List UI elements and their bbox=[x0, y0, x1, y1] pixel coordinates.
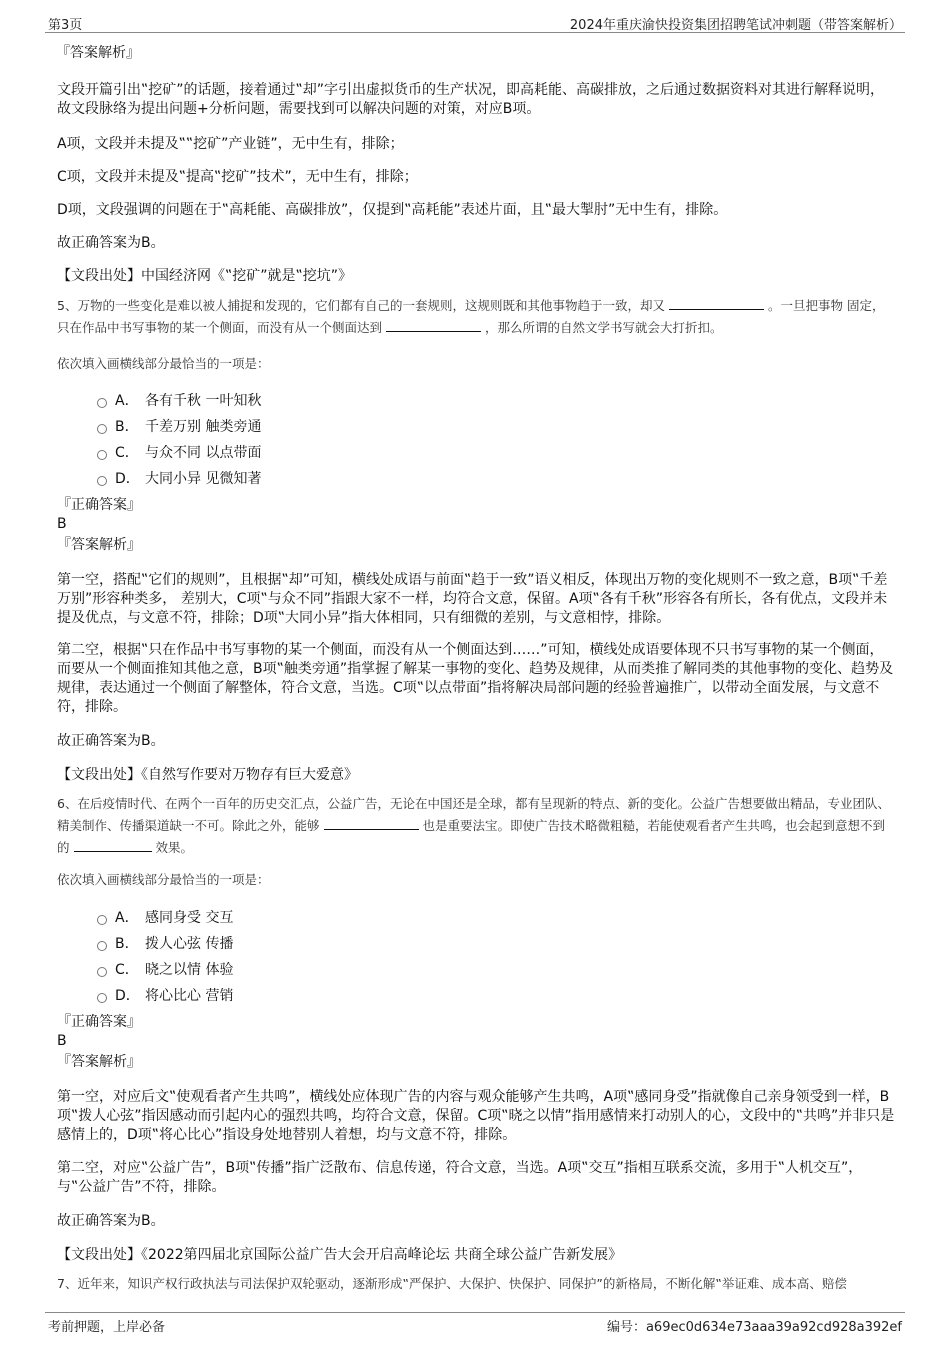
q5-source: 【文段出处】《自然写作要对万物存有巨大爱意》 bbox=[57, 767, 358, 783]
q6-answer: B bbox=[57, 1033, 67, 1049]
q6-option-c[interactable]: C． 晓之以情 体验 bbox=[97, 957, 895, 983]
q5-conclusion: 故正确答案为B。 bbox=[57, 733, 165, 749]
q4-option-a-analysis: A项，文段并未提及‟‟挖矿”产业链”，无中生有，排除； bbox=[57, 136, 404, 152]
q4-analysis-para: 文段开篇引出‟挖矿”的话题，接着通过‟却”字引出虚拟货币的生产状况，即高耗能、高碳排放，之后通过数据资料对其进行解释说明，故文段脉络为提出问题+分析问题，需要找到可以解决问题的对策，对应B项。 bbox=[57, 82, 885, 117]
q5-option-a[interactable]: A． 各有千秋 一叶知秋 bbox=[97, 388, 895, 414]
radio-icon[interactable] bbox=[97, 424, 107, 434]
q5-blank-1 bbox=[669, 297, 764, 310]
q4-conclusion: 故正确答案为B。 bbox=[57, 235, 165, 251]
q6-analysis-label: 『答案解析』 bbox=[57, 1054, 141, 1070]
q5-analysis-para-1: 第一空，搭配‟它们的规则”，且根据‟却”可知，横线处成语与前面‟趋于一致”语义相反，体现出万物的变化规则不一致之意，B项‟千差万别”形容种类多， 差别大，C项‟与众不同”指跟大家不一样，均符合文意，保留。A项‟各有千秋”形容各有所长，各有优点，文段并未提及优点，与文意不符，排除；D项‟大同小异”指大体相同，只有细微的差别，与文意相悖，排除。 bbox=[57, 572, 888, 626]
q5-option-b[interactable]: B． 千差万别 触类旁通 bbox=[97, 414, 895, 440]
page-body bbox=[57, 44, 895, 1295]
q4-source: 【文段出处】中国经济网《‟挖矿”就是‟挖坑”》 bbox=[57, 268, 353, 284]
q4-analysis-label: 『答案解析』 bbox=[56, 45, 140, 61]
q5-options bbox=[57, 388, 895, 492]
q6-option-b[interactable]: B． 拨人心弦 传播 bbox=[97, 931, 895, 957]
q5-stem: 5、万物的一些变化是难以被人捕捉和发现的，它们都有自己的一套规则，这规则既和其他事物趋于一致，却又 。一旦把事物 固定，只在作品中书写事物的某一个侧面，而没有从一个侧面达到 ，那么所谓的自然文学书写就会大打折扣。 bbox=[57, 298, 885, 335]
q6-options bbox=[57, 905, 895, 1009]
q5-analysis-para-2: 第二空，根据‟只在作品中书写事物的某一个侧面，而没有从一个侧面达到……”可知，横线处成语要体现不只书写事物的某一个侧面，而要从一个侧面推知其他之意，B项‟触类旁通”指掌握了解某一事物的变化、趋势及规律，从而类推了解同类的其他事物的变化、趋势及规律，表达通过一个侧面了解整体，符合文意，当选。C项‟以点带面”指将解决局部问题的经验普遍推广，以带动全面发展，与文意不符，排除。 bbox=[57, 642, 894, 715]
q7-stem: 7、近年来，知识产权行政执法与司法保护双轮驱动，逐渐形成‟严保护、大保护、快保护、同保护”的新格局，不断化解‟举证难、成本高、赔偿 bbox=[57, 1276, 847, 1291]
q6-prompt: 依次填入画横线部分最恰当的一项是： bbox=[57, 872, 270, 887]
q5-answer: B bbox=[57, 516, 67, 532]
q6-blank-1 bbox=[324, 817, 419, 830]
q5-analysis-label: 『答案解析』 bbox=[57, 537, 141, 553]
q6-analysis-para-2: 第二空，对应‟公益广告”，B项‟传播”指广泛散布、信息传递，符合文意，当选。A项‟交互”指相互联系交流，多用于‟人机交互”，与‟公益广告”不符，排除。 bbox=[57, 1160, 863, 1195]
q6-source: 【文段出处】《2022第四届北京国际公益广告大会开启高峰论坛 共商全球公益广告新发展》 bbox=[57, 1247, 623, 1263]
document-code: 编号：a69ec0d634e73aaa39a92cd928a392ef bbox=[606, 1320, 902, 1335]
radio-icon[interactable] bbox=[97, 450, 107, 460]
q6-stem: 6、在后疫情时代、在两个一百年的历史交汇点，公益广告，无论在中国还是全球，都有呈现新的特点、新的变化。公益广告想要做出精品，专业团队、精美制作、传播渠道缺一不可。除此之外，能够 也是重要法宝。即使广告技术略微粗糙，若能使观看者产生共鸣，也会起到意想不到的 效果。 bbox=[57, 796, 890, 855]
radio-icon[interactable] bbox=[97, 941, 107, 951]
q4-option-d-analysis: D项，文段强调的问题在于‟高耗能、高碳排放”，仅提到‟高耗能”表述片面，且‟最大掣肘”无中生有，排除。 bbox=[57, 202, 728, 218]
q6-conclusion: 故正确答案为B。 bbox=[57, 1213, 165, 1229]
q5-option-c[interactable]: C． 与众不同 以点带面 bbox=[97, 440, 895, 466]
radio-icon[interactable] bbox=[97, 476, 107, 486]
q6-answer-label: 『正确答案』 bbox=[57, 1014, 141, 1030]
document-title: 2024年重庆渝快投资集团招聘笔试冲刺题（带答案解析） bbox=[569, 18, 902, 33]
q6-analysis-para-1: 第一空，对应后文‟使观看者产生共鸣”，横线处应体现广告的内容与观众能够产生共鸣，A项‟感同身受”指就像自己亲身领受到一样，B项‟拨人心弦”指因感动而引起内心的强烈共鸣，均符合文意，保留。C项‟晓之以情”指用感情来打动别人的心，文段中的‟共鸣”并非只是感情上的，D项‟将心比心”指设身处地替别人着想，均与文意不符，排除。 bbox=[57, 1089, 895, 1143]
radio-icon[interactable] bbox=[97, 967, 107, 977]
q6-option-a[interactable]: A． 感同身受 交互 bbox=[97, 905, 895, 931]
q5-option-d[interactable]: D． 大同小异 见微知著 bbox=[97, 466, 895, 492]
page-footer bbox=[45, 1312, 905, 1335]
q6-blank-2 bbox=[74, 839, 152, 852]
q5-prompt: 依次填入画横线部分最恰当的一项是： bbox=[57, 356, 270, 371]
q4-option-c-analysis: C项，文段并未提及‟提高‟挖矿”技术”，无中生有，排除； bbox=[57, 169, 418, 185]
q6-option-d[interactable]: D． 将心比心 营销 bbox=[97, 983, 895, 1009]
footer-slogan: 考前押题，上岸必备 bbox=[48, 1320, 166, 1335]
page-number: 第3页 bbox=[48, 18, 83, 33]
radio-icon[interactable] bbox=[97, 993, 107, 1003]
radio-icon[interactable] bbox=[97, 398, 107, 408]
radio-icon[interactable] bbox=[97, 915, 107, 925]
q5-answer-label: 『正确答案』 bbox=[57, 497, 141, 513]
page-header bbox=[45, 12, 905, 33]
q5-blank-2 bbox=[386, 319, 481, 332]
